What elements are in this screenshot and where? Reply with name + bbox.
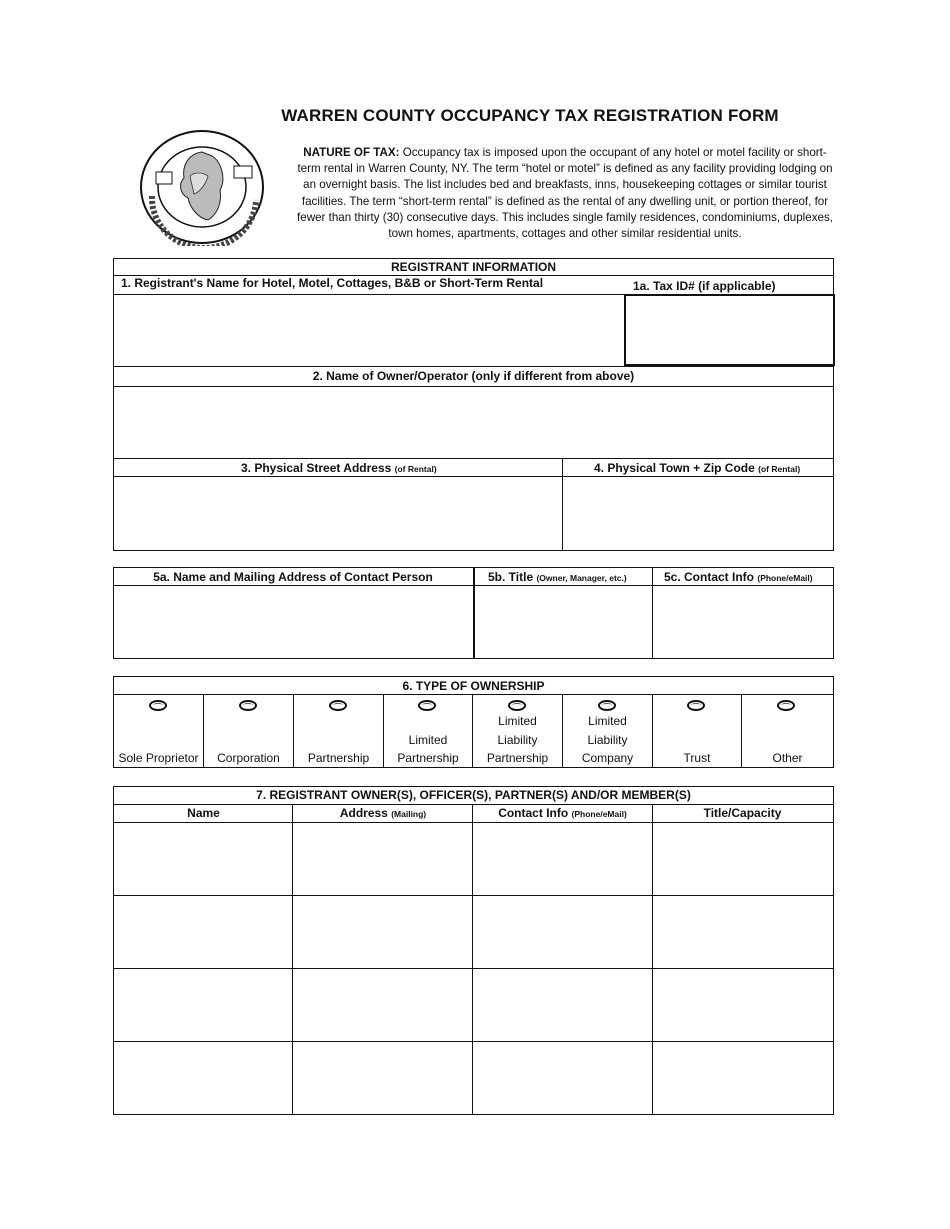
owner-row-3-contact[interactable]: [474, 970, 651, 1040]
option-line: Limited: [498, 714, 537, 728]
option-line: Corporation: [217, 751, 280, 765]
q5c-label: [664, 570, 813, 584]
option-line: [114, 712, 203, 731]
col-contact: [473, 806, 652, 820]
option-line: Partnership: [486, 751, 549, 765]
option-line: Liability: [497, 732, 538, 747]
col-title: Title/Capacity: [703, 806, 782, 820]
q1a-label: 1a. Tax ID# (if applicable): [633, 279, 776, 293]
q5b-note: (Owner, Manager, etc.): [536, 573, 627, 583]
option-partnership: [294, 712, 383, 768]
owner-row-3-title[interactable]: [654, 970, 832, 1040]
contact-title-field[interactable]: [476, 587, 650, 657]
divider: [652, 804, 653, 1114]
q1-label: 1. Registrant's Name for Hotel, Motel, Cottages, B&B or Short-Term Rental: [121, 276, 544, 290]
radio-sole-proprietor[interactable]: [149, 700, 167, 711]
owner-row-4-contact[interactable]: [474, 1043, 651, 1113]
q5c-label-text: 5c. Contact Info: [664, 570, 755, 584]
option-line: Company: [581, 751, 634, 765]
q2-label: 2. Name of Owner/Operator (only if different from above): [312, 369, 635, 383]
option-line: Other: [772, 751, 803, 765]
divider: [562, 458, 563, 550]
street-address-field[interactable]: [116, 478, 560, 548]
divider: [114, 585, 833, 586]
divider: [472, 804, 473, 1114]
option-line: [294, 731, 383, 750]
divider: [114, 294, 624, 295]
option-llc: [563, 712, 652, 768]
option-line: [114, 731, 203, 750]
county-seal-icon: [138, 128, 268, 246]
contact-info-field[interactable]: [654, 587, 832, 657]
registrant-info-header: REGISTRANT INFORMATION: [390, 260, 557, 274]
q5c-note: (Phone/eMail): [757, 573, 813, 583]
divider: [114, 476, 833, 477]
divider: [292, 804, 293, 1114]
radio-corporation[interactable]: [239, 700, 257, 711]
option-line: Partnership: [397, 751, 459, 765]
option-line: Partnership: [307, 751, 370, 765]
owner-row-1-contact[interactable]: [474, 824, 651, 894]
divider: [652, 567, 653, 659]
divider: [114, 822, 833, 823]
option-line: [294, 712, 383, 731]
divider: [473, 567, 475, 659]
radio-llp[interactable]: [508, 700, 526, 711]
option-line: [653, 712, 741, 731]
q3-label-text: 3. Physical Street Address: [241, 461, 392, 475]
col-name: Name: [187, 806, 220, 820]
divider: [114, 366, 833, 367]
owners-header: 7. REGISTRANT OWNER(S), OFFICER(S), PARTNER(S) AND/OR MEMBER(S): [256, 788, 691, 802]
owner-row-4-title[interactable]: [654, 1043, 832, 1113]
q5a-label: 5a. Name and Mailing Address of Contact Person: [153, 570, 433, 584]
contact-person-field[interactable]: [116, 587, 471, 657]
divider: [624, 294, 625, 366]
nature-of-tax-text: [292, 145, 838, 242]
col-contact-text: Contact Info: [498, 806, 569, 820]
radio-other[interactable]: [777, 700, 795, 711]
tax-id-field[interactable]: [624, 294, 835, 366]
radio-llc[interactable]: [598, 700, 616, 711]
form-title: WARREN COUNTY OCCUPANCY TAX REGISTRATION FORM: [281, 106, 779, 125]
q4-label-text: 4. Physical Town + Zip Code: [594, 461, 755, 475]
owner-row-1-title[interactable]: [654, 824, 832, 894]
col-contact-note: (Phone/eMail): [571, 809, 627, 819]
col-address: [293, 806, 473, 820]
option-sole-proprietor: [114, 712, 203, 768]
owner-row-1-address[interactable]: [294, 824, 471, 894]
option-other: [742, 712, 833, 768]
divider: [114, 458, 833, 459]
divider: [114, 386, 833, 387]
option-limited-partnership: [384, 712, 472, 768]
town-zip-field[interactable]: [564, 478, 832, 548]
col-address-note: (Mailing): [391, 809, 427, 819]
option-line: [204, 712, 293, 731]
option-line: Trust: [683, 751, 711, 765]
option-llp: [473, 712, 562, 768]
owner-row-4-name[interactable]: [115, 1043, 291, 1113]
q4-note: (of Rental): [758, 464, 801, 474]
radio-trust[interactable]: [687, 700, 705, 711]
option-corporation: [204, 712, 293, 768]
ownership-header: 6. TYPE OF OWNERSHIP: [402, 679, 545, 693]
option-trust: [653, 712, 741, 768]
option-line: [742, 712, 833, 731]
option-line: [384, 712, 472, 731]
option-line: [204, 731, 293, 750]
divider: [114, 694, 833, 695]
option-line: Liability: [587, 732, 628, 747]
q3-note: (of Rental): [394, 464, 437, 474]
owner-row-2-title[interactable]: [654, 897, 832, 967]
q4-label: [594, 461, 800, 475]
option-line: [742, 731, 833, 750]
owner-row-2-address[interactable]: [294, 897, 471, 967]
option-line: Sole Proprietor: [118, 751, 199, 765]
divider: [114, 968, 833, 969]
owner-row-4-address[interactable]: [294, 1043, 471, 1113]
option-line: Limited: [408, 732, 448, 747]
owner-operator-field[interactable]: [116, 388, 831, 456]
nature-of-tax-label: NATURE OF TAX:: [303, 146, 400, 159]
owner-row-2-name[interactable]: [115, 897, 291, 967]
nature-of-tax-body: Occupancy tax is imposed upon the occupant of any hotel or motel facility or short-term rental in Warren County, NY. The term “hotel or motel” is defined as any facility providing lodging on an overnight basis. The list includes bed and breakfasts, inns, housekeeping cottages or similar tourist facilities. The term “short-term rental” is defined as the rental of any dwelling unit, or portion thereof, for fewer than thirty (30) consecutive days. This includes single family residences, condominiums, duplexes, town homes, apartments, cottages and other similar residential units.: [297, 146, 833, 241]
q5b-label: [488, 570, 627, 584]
col-address-text: Address: [339, 806, 388, 820]
divider: [114, 895, 833, 896]
registrant-name-field[interactable]: [116, 296, 621, 366]
radio-partnership[interactable]: [329, 700, 347, 711]
owner-row-3-name[interactable]: [115, 970, 291, 1040]
owner-row-3-address[interactable]: [294, 970, 471, 1040]
owner-row-1-name[interactable]: [115, 824, 291, 894]
divider: [114, 1041, 833, 1042]
owner-row-2-contact[interactable]: [474, 897, 651, 967]
q3-label: [241, 461, 437, 475]
option-line: [653, 731, 741, 750]
option-line: Limited: [588, 714, 627, 728]
divider: [114, 804, 833, 805]
q5b-label-text: 5b. Title: [488, 570, 534, 584]
radio-limited-partnership[interactable]: [418, 700, 436, 711]
